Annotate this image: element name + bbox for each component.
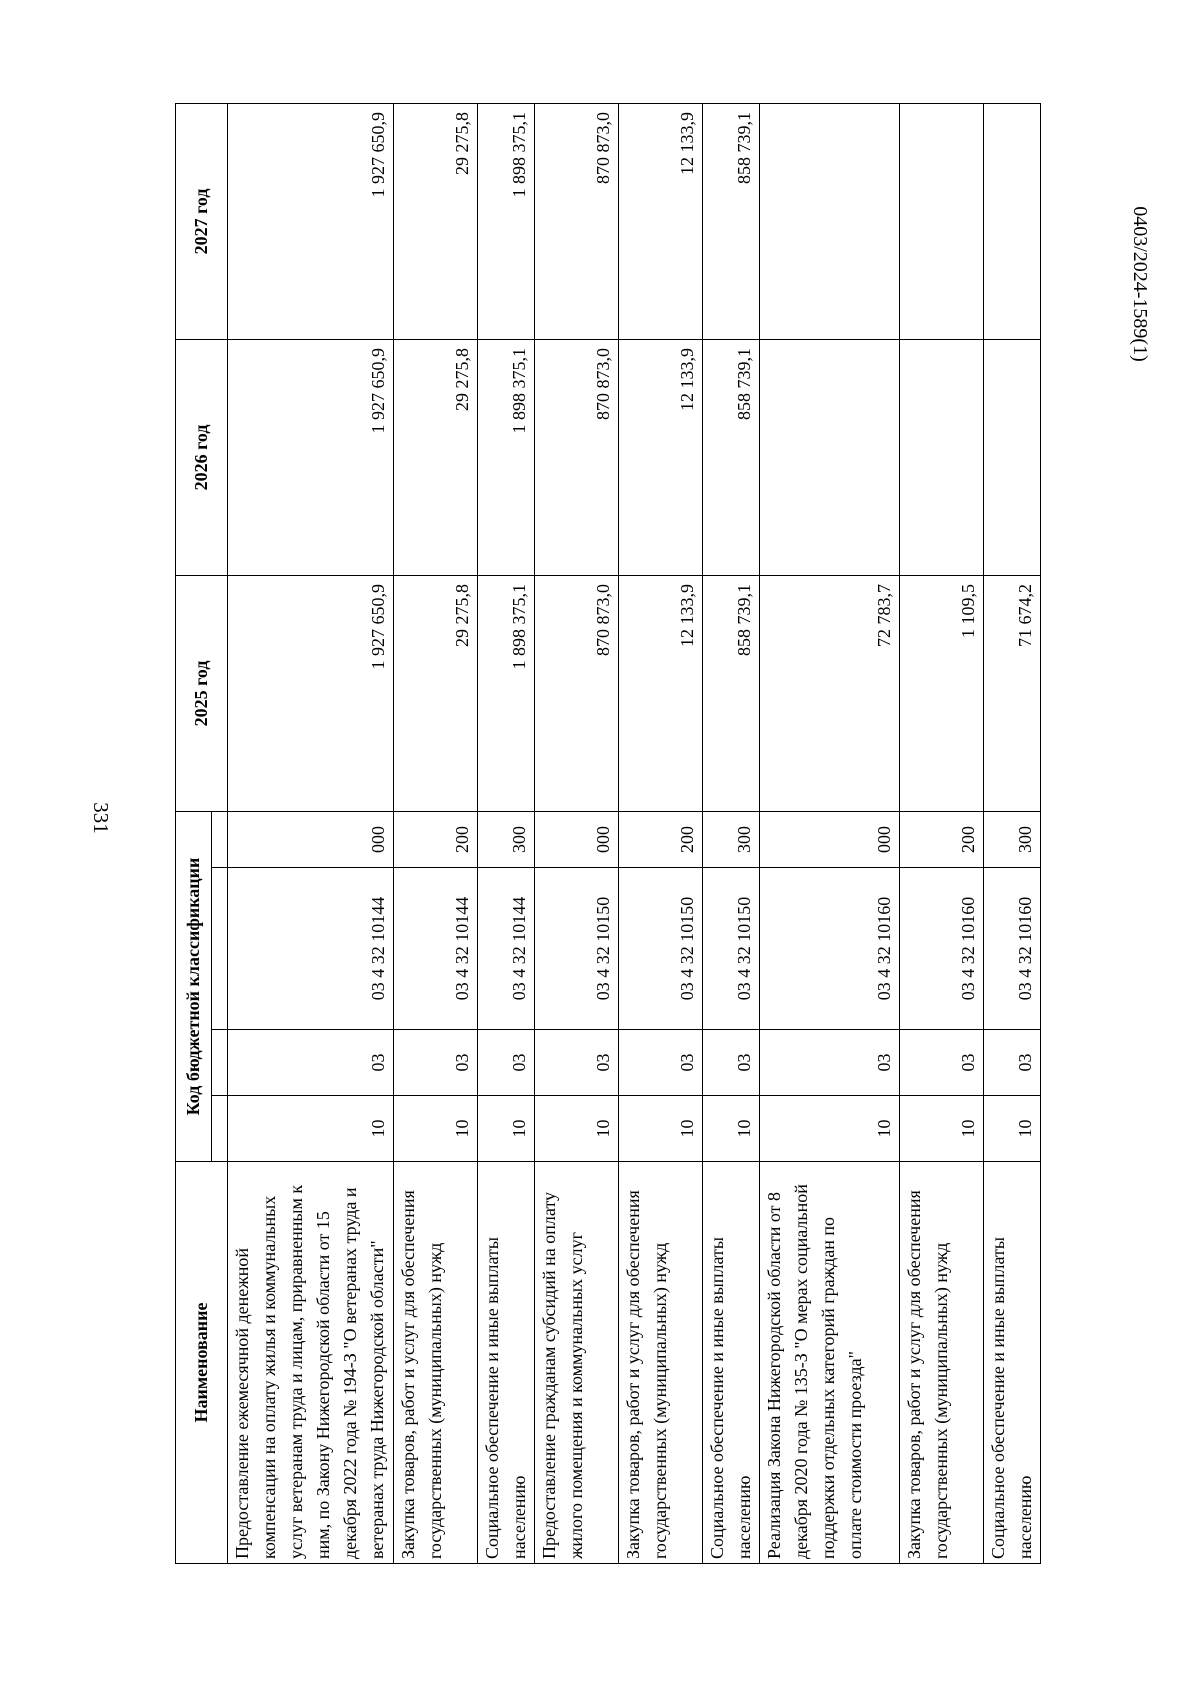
row-value-2027: [984, 103, 1041, 339]
row-value-2027: 12 133,9: [619, 103, 703, 339]
row-value-2025: 1 898 375,1: [478, 575, 535, 811]
row-section: 10: [984, 1096, 1041, 1162]
row-value-2027: [900, 103, 984, 339]
row-target: 03 4 32 10144: [228, 868, 394, 1030]
row-value-2026: 29 275,8: [394, 339, 478, 575]
row-target: 03 4 32 10150: [535, 868, 619, 1030]
header-row: [176, 103, 212, 1563]
row-subsection: 03: [984, 1030, 1041, 1096]
row-subsection: 03: [900, 1030, 984, 1096]
row-value-2027: 858 739,1: [703, 103, 760, 339]
row-value-2026: 12 133,9: [619, 339, 703, 575]
row-value-2027: 29 275,8: [394, 103, 478, 339]
row-expense-type: 000: [760, 811, 900, 867]
row-value-2027: [760, 103, 900, 339]
row-value-2025: 1 109,5: [900, 575, 984, 811]
row-target: 03 4 32 10144: [478, 868, 535, 1030]
row-subsection: 03: [619, 1030, 703, 1096]
row-value-2026: 1 898 375,1: [478, 339, 535, 575]
header-2025: 2025 год: [176, 575, 228, 811]
row-section: 10: [703, 1096, 760, 1162]
row-value-2027: 1 898 375,1: [478, 103, 535, 339]
row-value-2025: 29 275,8: [394, 575, 478, 811]
header-2026: 2026 год: [176, 339, 228, 575]
row-value-2025: 1 927 650,9: [228, 575, 394, 811]
row-expense-type: 300: [478, 811, 535, 867]
row-expense-type: 300: [703, 811, 760, 867]
table-row: [228, 103, 394, 1563]
row-section: 10: [478, 1096, 535, 1162]
row-name: Закупка товаров, работ и услуг для обеспечения государственных (муниципальных) нужд: [900, 1162, 984, 1564]
row-value-2025: 72 783,7: [760, 575, 900, 811]
table-row: [984, 103, 1041, 1563]
row-expense-type: 300: [984, 811, 1041, 867]
table-row: [535, 103, 619, 1563]
row-value-2025: 870 873,0: [535, 575, 619, 811]
row-subsection: 03: [535, 1030, 619, 1096]
row-section: 10: [619, 1096, 703, 1162]
row-value-2026: 870 873,0: [535, 339, 619, 575]
row-value-2026: [984, 339, 1041, 575]
row-value-2027: 1 927 650,9: [228, 103, 394, 339]
row-section: 10: [228, 1096, 394, 1162]
row-name: Социальное обеспечение и иные выплаты населению: [984, 1162, 1041, 1564]
page-number: 331: [89, 802, 114, 834]
row-expense-type: 000: [535, 811, 619, 867]
row-section: 10: [900, 1096, 984, 1162]
row-subsection: 03: [478, 1030, 535, 1096]
budget-table: [175, 103, 1041, 1564]
row-name: Закупка товаров, работ и услуг для обеспечения государственных (муниципальных) нужд: [619, 1162, 703, 1564]
row-subsection: 03: [394, 1030, 478, 1096]
row-name: Предоставление ежемесячной денежной компенсации на оплату жилья и коммунальных услуг ветеранам труда и лицам, приравненным к ним, по Закону Нижегородской области от 15 декабря 2022 года № 194-З "О ветеранах труда и ветеранах труда Нижегородской области": [228, 1162, 394, 1564]
row-value-2025: 858 739,1: [703, 575, 760, 811]
table-row: [703, 103, 760, 1563]
row-name: Предоставление гражданам субсидий на оплату жилого помещения и коммунальных услуг: [535, 1162, 619, 1564]
document-code: 0403/2024-1589(1): [1129, 206, 1152, 362]
table-row: [478, 103, 535, 1563]
row-target: 03 4 32 10160: [760, 868, 900, 1030]
row-target: 03 4 32 10144: [394, 868, 478, 1030]
row-value-2026: 858 739,1: [703, 339, 760, 575]
row-value-2026: [900, 339, 984, 575]
row-name: Социальное обеспечение и иные выплаты населению: [478, 1162, 535, 1564]
header-2027: 2027 год: [176, 103, 228, 339]
row-value-2026: [760, 339, 900, 575]
row-section: 10: [394, 1096, 478, 1162]
header-code-subsection: [212, 1030, 228, 1096]
row-expense-type: 200: [619, 811, 703, 867]
row-section: 10: [535, 1096, 619, 1162]
row-target: 03 4 32 10160: [900, 868, 984, 1030]
row-section: 10: [760, 1096, 900, 1162]
row-name: Реализация Закона Нижегородской области от 8 декабря 2020 года № 135-З "О мерах социальной поддержки отдельных категорий граждан по оплате стоимости проезда": [760, 1162, 900, 1564]
row-value-2026: 1 927 650,9: [228, 339, 394, 575]
row-value-2027: 870 873,0: [535, 103, 619, 339]
row-target: 03 4 32 10150: [703, 868, 760, 1030]
row-expense-type: 000: [228, 811, 394, 867]
row-subsection: 03: [760, 1030, 900, 1096]
table-row: [900, 103, 984, 1563]
rotated-page-content: [175, 104, 1040, 1564]
row-name: Закупка товаров, работ и услуг для обеспечения государственных (муниципальных) нужд: [394, 1162, 478, 1564]
header-code-expense-type: [212, 811, 228, 867]
header-code-target: [212, 868, 228, 1030]
row-value-2025: 12 133,9: [619, 575, 703, 811]
header-code: Код бюджетной классификации: [176, 811, 212, 1161]
row-target: 03 4 32 10150: [619, 868, 703, 1030]
row-subsection: 03: [703, 1030, 760, 1096]
table-row: [760, 103, 900, 1563]
row-subsection: 03: [228, 1030, 394, 1096]
row-expense-type: 200: [900, 811, 984, 867]
header-name: Наименование: [176, 1162, 228, 1564]
row-name: Социальное обеспечение и иные выплаты населению: [703, 1162, 760, 1564]
row-value-2025: 71 674,2: [984, 575, 1041, 811]
table-row: [394, 103, 478, 1563]
row-target: 03 4 32 10160: [984, 868, 1041, 1030]
table-row: [619, 103, 703, 1563]
row-expense-type: 200: [394, 811, 478, 867]
header-code-section: [212, 1096, 228, 1162]
